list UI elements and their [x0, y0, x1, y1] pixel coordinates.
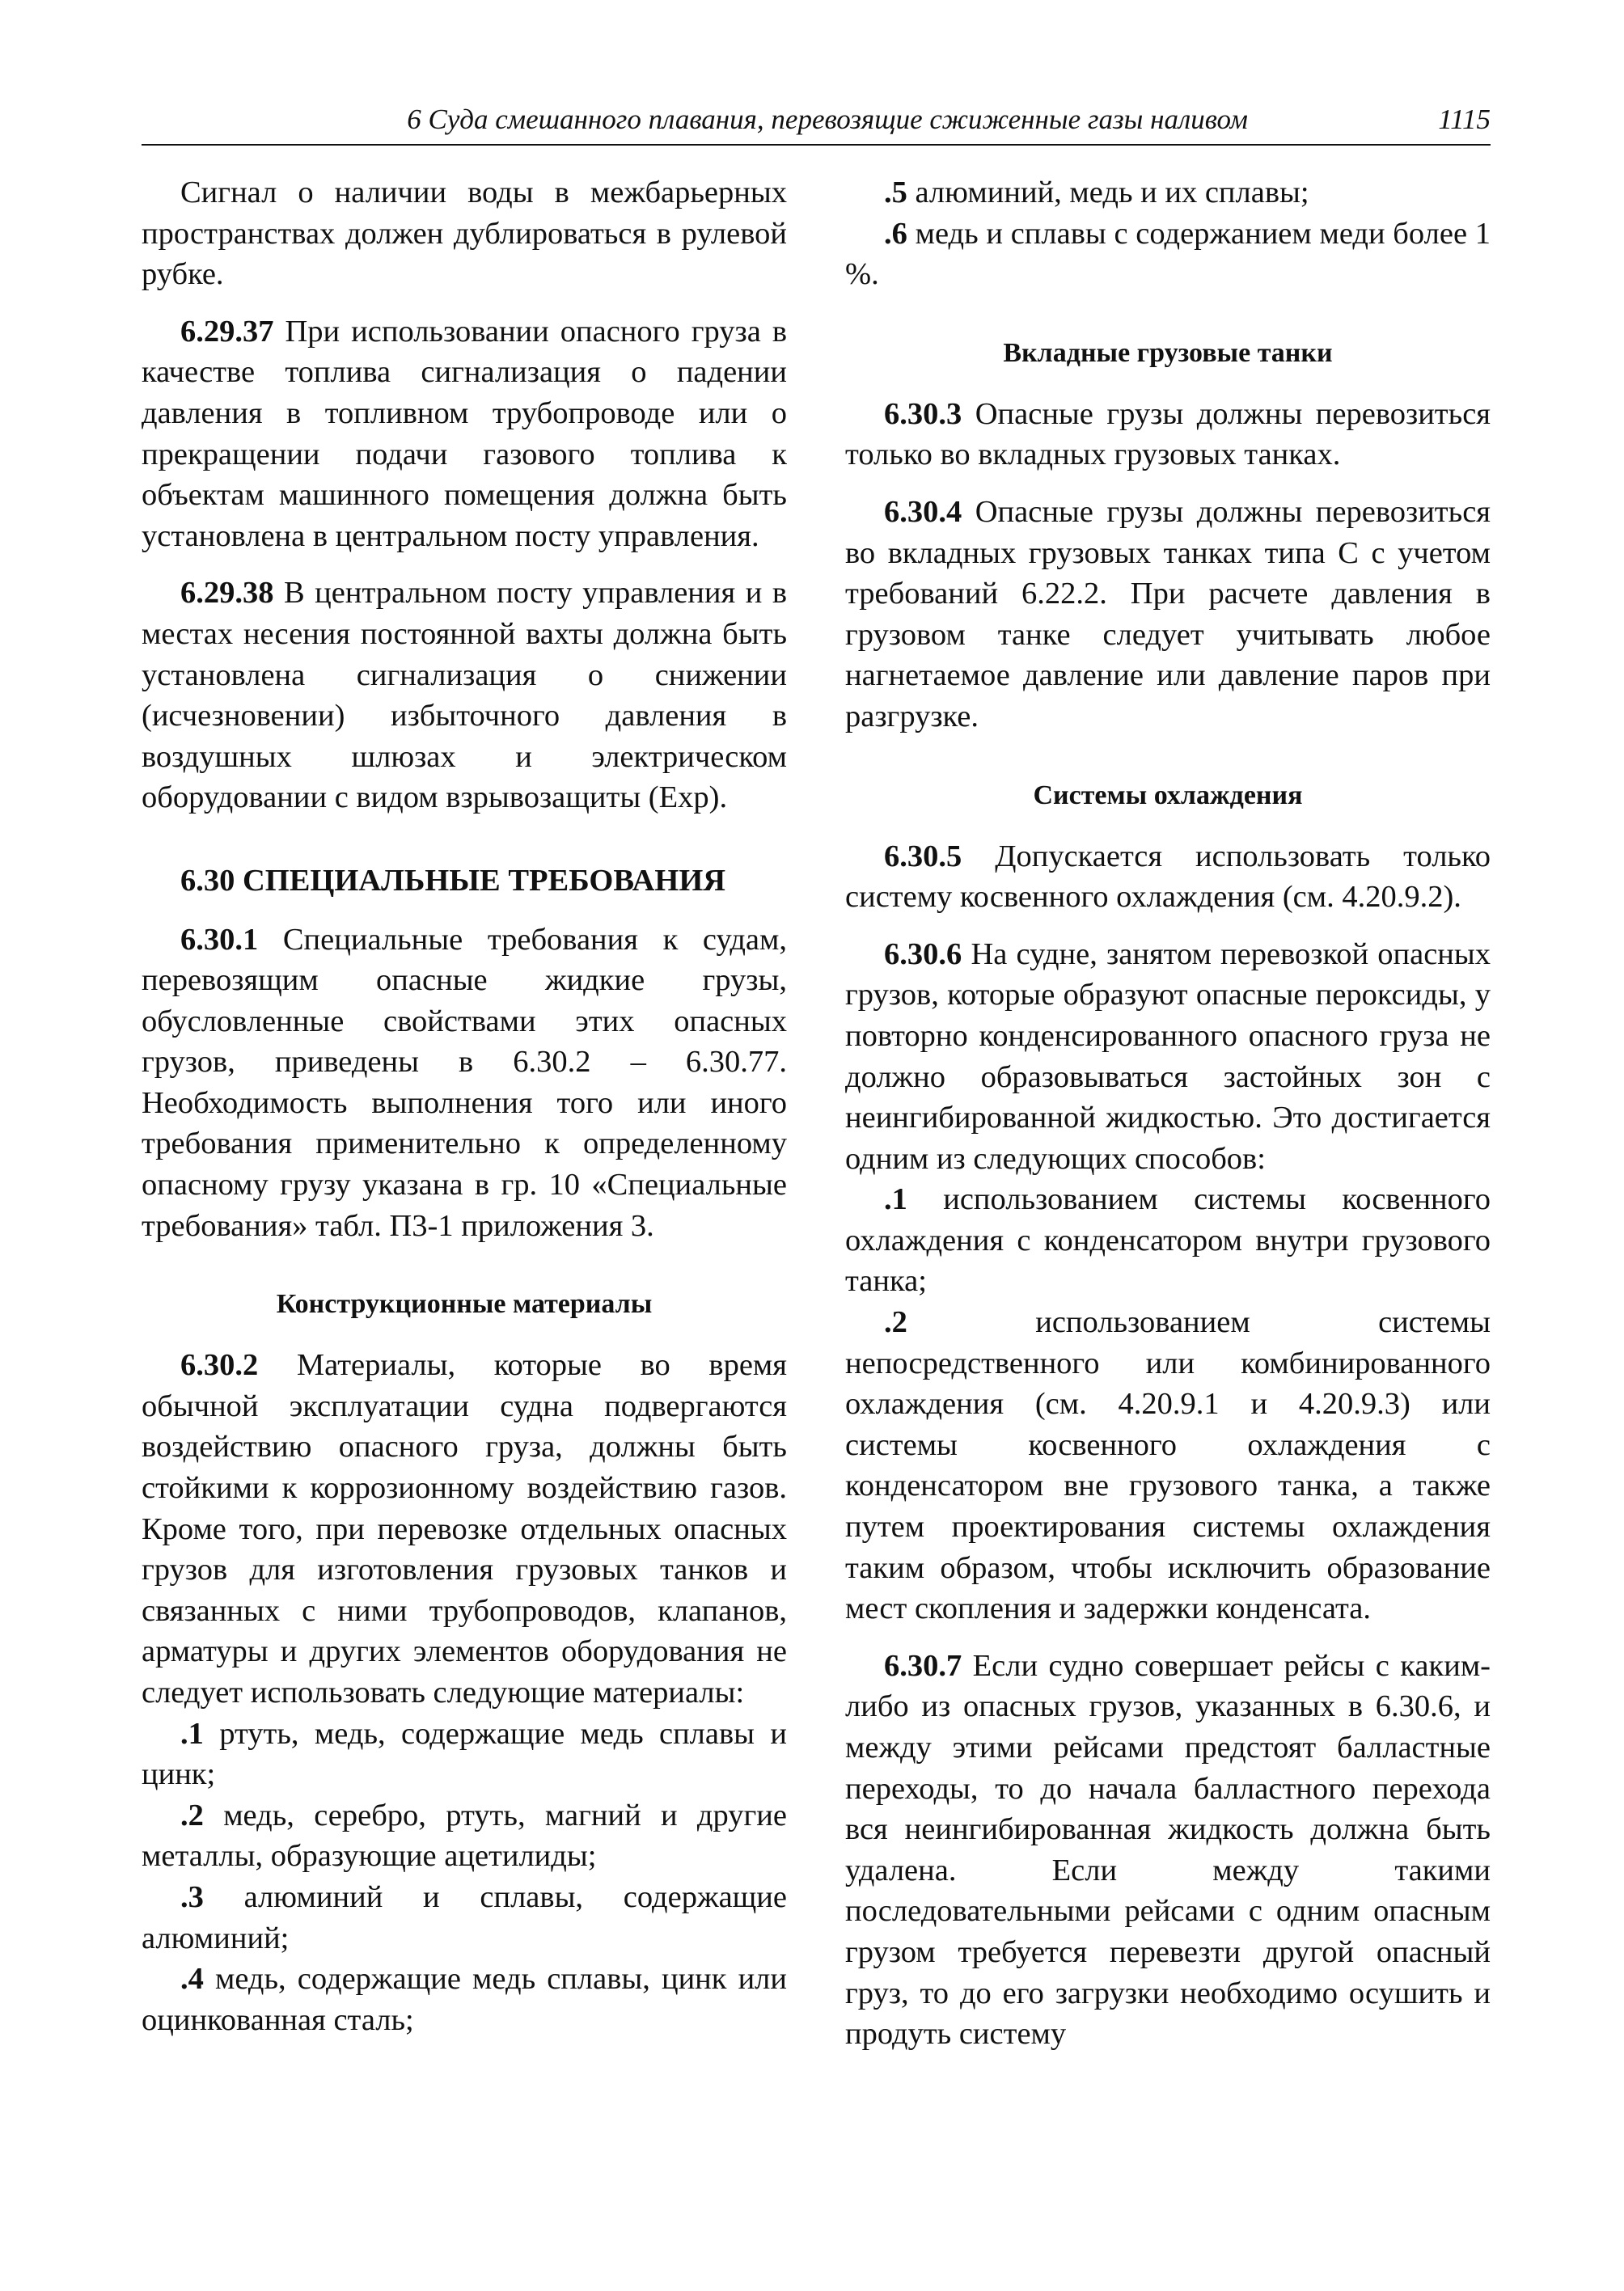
list-item-number: .3: [180, 1879, 204, 1914]
list-item-number: .2: [884, 1305, 907, 1340]
left-column: [142, 172, 787, 2040]
list-item-text: медь, содержащие медь сплавы, цинк или оцинкованная сталь;: [142, 1962, 787, 2037]
paragraph-text: Сигнал о наличии воды в межбарьерных пространствах должен дублироваться в рулевой рубке.: [142, 175, 787, 292]
paragraph-text: Материалы, которые во время обычной эксплуатации судна подвергаются воздействию опасного груза, должны быть стойкими к коррозионному воздействию газов. Кроме того, при перевозке отдельных опасных грузов для изготовления грузовых танков и связанных с ними трубопроводов, клапанов, арматуры и других элементов оборудования не следует использовать следующие материалы:: [142, 1348, 787, 1710]
paragraph-text: Допускается использовать только систему косвенного охлаждения (см. 4.20.9.2).: [845, 839, 1491, 915]
list-item: [142, 1959, 787, 2040]
clause-number: 6.30.2: [180, 1348, 259, 1383]
paragraph-text: Если судно совершает рейсы с каким-либо из опасных грузов, указанных в 6.30.6, и между этими рейсами предстоят балластные переходы, то до начала балластного перехода вся неингибированная жидкость должна быть удалена. Если между такими последовательными рейсами с одним опасным грузом требуется перевезти другой опасный груз, то до его загрузки необходимо осушить и продуть систему: [845, 1648, 1491, 2052]
list-item-number: .1: [884, 1182, 907, 1217]
clause-number: 6.30.4: [884, 494, 962, 529]
paragraph-text: Специальные требования к судам, перевозящим опасные жидкие грузы, обусловленные свойствами этих опасных грузов, приведены в 6.30.2 – 6.30.77. Необходимость выполнения того или иного требования применительно к определенному опасному грузу указана в гр. 10 «Специальные требования» табл. П3-1 приложения 3.: [142, 922, 787, 1243]
list-item-text: алюминий и сплавы, содержащие алюминий;: [142, 1879, 787, 1955]
list-item-text: медь, серебро, ртуть, магний и другие металлы, образующие ацетилиды;: [142, 1798, 787, 1874]
paragraph-6-30-6: [845, 934, 1491, 1180]
paragraph-6-30-3: [845, 394, 1491, 476]
list-item-text: ртуть, медь, содержащие медь сплавы и цинк;: [142, 1716, 787, 1792]
paragraph-6-30-2: [142, 1345, 787, 1713]
list-item: [845, 1179, 1491, 1302]
list-item-number: .2: [180, 1798, 204, 1832]
section-heading: 6.30 СПЕЦИАЛЬНЫЕ ТРЕБОВАНИЯ: [180, 863, 726, 898]
paragraph-text: Опасные грузы должны перевозиться во вкладных грузовых танках типа C с учетом требований 6.22.2. При расчете давления в грузовом танке следует учитывать любое нагнетаемое давление или давление паров при разгрузке.: [845, 494, 1491, 733]
paragraph: [142, 172, 787, 295]
list-item-text: медь и сплавы с содержанием меди более 1 %.: [845, 216, 1491, 292]
list-item: [142, 1795, 787, 1877]
list-item-number: .6: [884, 216, 907, 251]
list-item-text: использованием системы непосредственного или комбинированного охлаждения (см. 4.20.9.1 и 4.20.9.3) или системы косвенного охлаждения с конденсатором вне грузового танка, а также путем проектирования системы охлаждения таким образом, чтобы исключить образование мест скопления и задержки конденсата.: [845, 1305, 1491, 1626]
paragraph-6-29-38: [142, 573, 787, 818]
list-item: [845, 172, 1491, 213]
paragraph-6-30-5: [845, 836, 1491, 918]
list-item: [142, 1714, 787, 1795]
clause-number: 6.30.1: [180, 922, 259, 957]
clause-number: 6.29.38: [180, 576, 274, 611]
spacer: [845, 1629, 1491, 1646]
running-title: 6 Суда смешанного плавания, перевозящие сжиженные газы наливом: [407, 104, 1248, 135]
list-item: [845, 1302, 1491, 1629]
clause-number: 6.30.3: [884, 396, 962, 431]
list-item-text: использованием системы косвенного охлаждения с конденсатором внутри грузового танка;: [845, 1182, 1491, 1299]
list-item: [845, 213, 1491, 295]
list-item: [142, 1877, 787, 1959]
paragraph-text: Опасные грузы должны перевозиться только во вкладных грузовых танках.: [845, 396, 1491, 472]
paragraph-text: На судне, занятом перевозкой опасных грузов, которые образуют опасные пероксиды, у повторно конденсированного опасного груза не должно образовываться застойных зон с неингибированной жидкостью. Это достигается одним из следующих способов:: [845, 936, 1491, 1176]
list-item-number: .1: [180, 1716, 204, 1751]
subheading: Вкладные грузовые танки: [1003, 337, 1333, 368]
paragraph-6-29-37: [142, 311, 787, 557]
paragraph-6-30-4: [845, 492, 1491, 738]
paragraph-6-30-1: [142, 919, 787, 1247]
subheading: Конструкционные материалы: [276, 1289, 653, 1320]
clause-number: 6.29.37: [180, 314, 274, 349]
list-item-number: .5: [884, 175, 907, 209]
clause-number: 6.30.5: [884, 839, 962, 873]
paragraph-text: В центральном посту управления и в местах несения постоянной вахты должна быть установлена сигнализация о снижении (исчезновении) избыточного давления в воздушных шлюзах и электрическом оборудовании с видом взрывозащиты (Exp).: [142, 576, 787, 815]
list-item-number: .4: [180, 1962, 204, 1997]
list-item-text: алюминий, медь и их сплавы;: [907, 175, 1309, 209]
paragraph-6-30-7: [845, 1646, 1491, 2055]
page-number: 1115: [1438, 104, 1491, 135]
clause-number: 6.30.7: [884, 1648, 962, 1683]
clause-number: 6.30.6: [884, 936, 962, 971]
running-header: [142, 104, 1491, 146]
right-column: [845, 172, 1491, 2071]
paragraph-text: При использовании опасного груза в качестве топлива сигнализация о падении давления в топливном трубопроводе или о прекращении подачи газового топлива к объектам машинного помещения должна быть установлена в центральном посту управления.: [142, 314, 787, 553]
subheading: Системы охлаждения: [1033, 780, 1303, 810]
